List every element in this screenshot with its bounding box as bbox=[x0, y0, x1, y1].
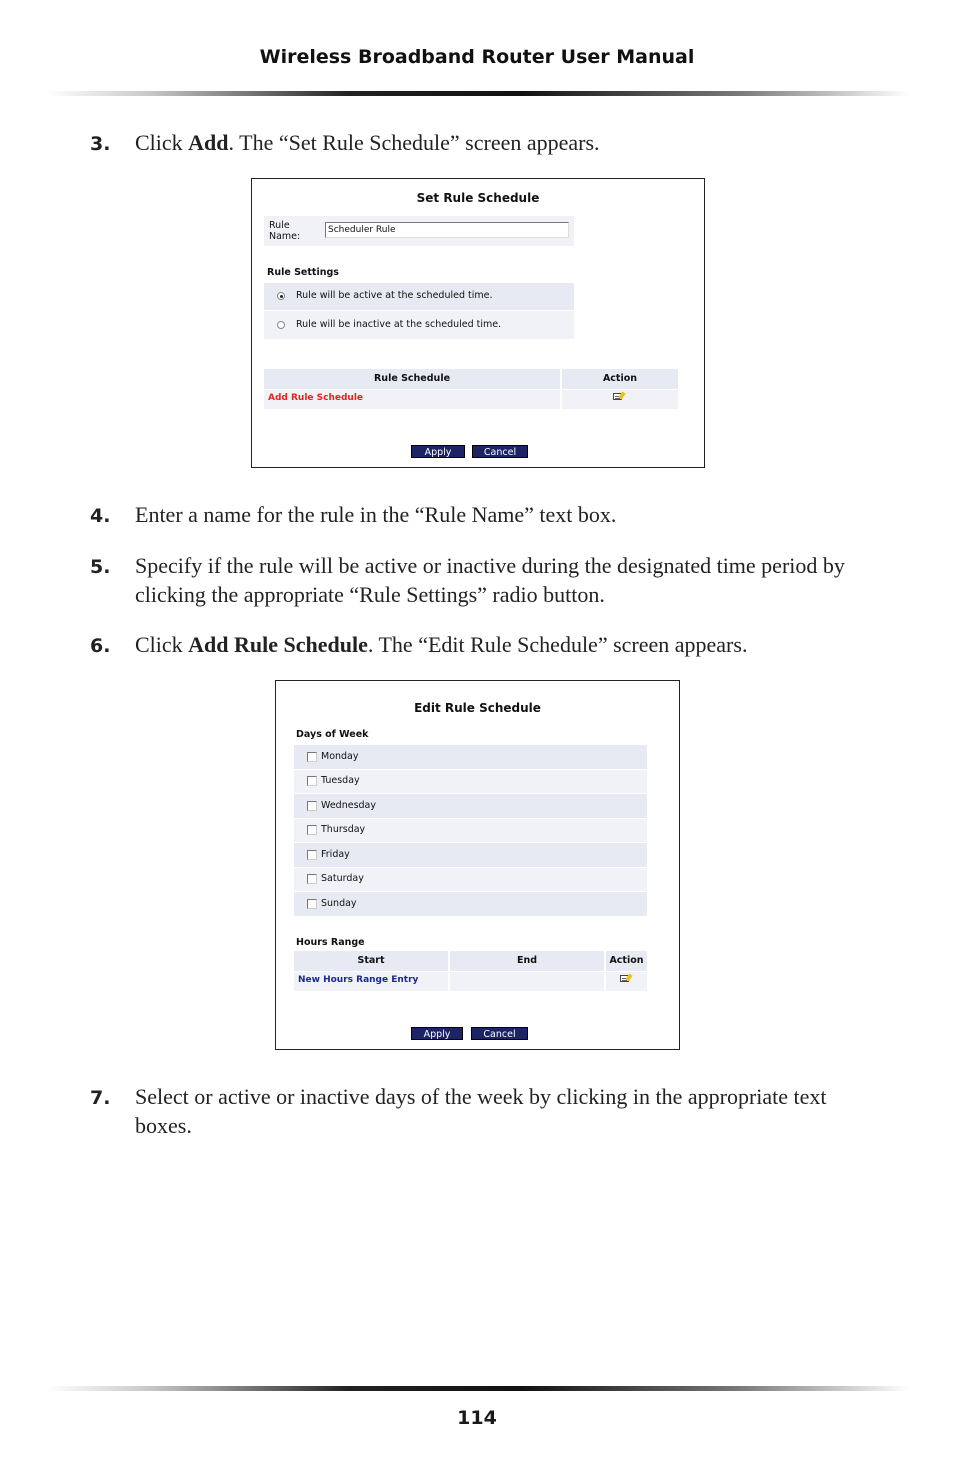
step-number: 7. bbox=[90, 1087, 111, 1109]
day-checkbox[interactable] bbox=[307, 874, 317, 884]
edit-rule-schedule-screenshot bbox=[275, 680, 680, 1050]
step-3 bbox=[90, 128, 880, 157]
hours-range-heading: Hours Range bbox=[296, 937, 365, 948]
step-text: . The “Set Rule Schedule” screen appears. bbox=[228, 130, 600, 155]
day-label: Monday bbox=[321, 751, 359, 762]
rule-settings-heading: Rule Settings bbox=[267, 267, 339, 278]
rule-name-label: Rule Name: bbox=[269, 220, 301, 242]
step-number: 5. bbox=[90, 556, 111, 578]
hours-row-end bbox=[450, 972, 604, 991]
rule-active-radio[interactable] bbox=[277, 292, 285, 300]
step-text: Specify if the rule will be active or inactive during the designated time period by clicking the appropriate “Rule Settings” radio button. bbox=[135, 553, 845, 607]
col-rule-schedule: Rule Schedule bbox=[373, 373, 451, 384]
step-number: 3. bbox=[90, 133, 111, 155]
header-rule bbox=[46, 91, 910, 96]
day-checkbox[interactable] bbox=[307, 899, 317, 909]
step-text: Click bbox=[135, 632, 189, 657]
step-text: Click bbox=[135, 130, 189, 155]
day-label: Thursday bbox=[321, 824, 366, 835]
rule-inactive-radio[interactable] bbox=[277, 321, 285, 329]
edit-icon[interactable] bbox=[613, 392, 625, 401]
step-7 bbox=[90, 1082, 880, 1140]
step-bold: Add bbox=[188, 130, 229, 155]
day-checkbox[interactable] bbox=[307, 801, 317, 811]
footer-rule bbox=[46, 1386, 910, 1391]
days-of-week-heading: Days of Week bbox=[296, 729, 369, 740]
edit-icon[interactable] bbox=[620, 974, 632, 983]
day-label: Sunday bbox=[321, 898, 357, 909]
set-rule-title: Set Rule Schedule bbox=[416, 191, 540, 205]
step-bold: Add Rule Schedule bbox=[188, 632, 368, 657]
set-rule-schedule-screenshot bbox=[251, 178, 705, 468]
col-start: Start bbox=[357, 955, 385, 966]
rule-inactive-label: Rule will be inactive at the scheduled time. bbox=[296, 319, 502, 330]
step-text: Select or active or inactive days of the week by clicking in the appropriate text boxes. bbox=[135, 1084, 827, 1138]
step-6 bbox=[90, 630, 880, 659]
rule-name-input[interactable] bbox=[325, 222, 569, 238]
day-label: Wednesday bbox=[321, 800, 377, 811]
rule-name-value: Scheduler Rule bbox=[328, 225, 396, 235]
page-header-title: Wireless Broadband Router User Manual bbox=[259, 46, 695, 68]
step-number: 4. bbox=[90, 505, 111, 527]
day-checkbox[interactable] bbox=[307, 825, 317, 835]
step-4 bbox=[90, 500, 880, 529]
apply-button[interactable]: Apply bbox=[411, 1027, 463, 1040]
col-action: Action bbox=[602, 373, 638, 384]
day-checkbox[interactable] bbox=[307, 752, 317, 762]
new-hours-range-link[interactable]: New Hours Range Entry bbox=[298, 975, 419, 985]
cancel-button[interactable]: Cancel bbox=[472, 445, 528, 458]
day-checkbox[interactable] bbox=[307, 776, 317, 786]
step-number: 6. bbox=[90, 635, 111, 657]
day-checkbox[interactable] bbox=[307, 850, 317, 860]
cancel-button[interactable]: Cancel bbox=[471, 1027, 528, 1040]
day-label: Saturday bbox=[321, 873, 364, 884]
step-text: Enter a name for the rule in the “Rule Name” text box. bbox=[135, 502, 617, 527]
apply-button[interactable]: Apply bbox=[411, 445, 465, 458]
edit-rule-title: Edit Rule Schedule bbox=[414, 701, 541, 715]
add-rule-schedule-link[interactable]: Add Rule Schedule bbox=[268, 393, 364, 403]
col-end: End bbox=[516, 955, 538, 966]
day-label: Friday bbox=[321, 849, 350, 860]
rule-active-label: Rule will be active at the scheduled time. bbox=[296, 290, 493, 301]
col-action: Action bbox=[609, 955, 644, 966]
step-text: . The “Edit Rule Schedule” screen appears. bbox=[367, 632, 748, 657]
day-label: Tuesday bbox=[321, 775, 360, 786]
page-number: 114 bbox=[457, 1407, 497, 1429]
step-5 bbox=[90, 551, 880, 609]
